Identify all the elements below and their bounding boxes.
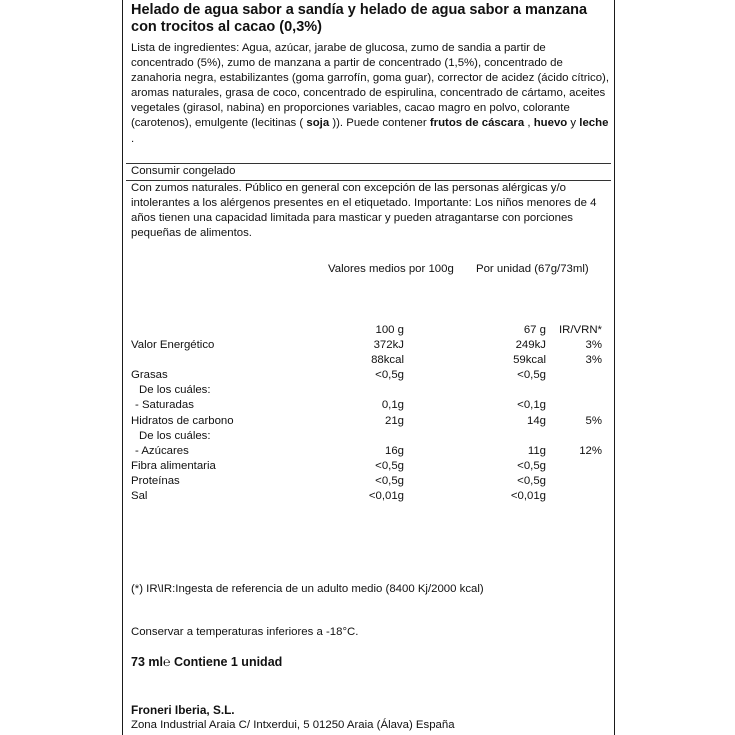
row-rvn: 12% <box>579 444 602 457</box>
row-per100: <0,5g <box>375 369 404 382</box>
nutrition-row-hidratos <box>131 414 611 429</box>
public-note: Con zumos naturales. Público en general con excepción de las personas alérgicas y/o intolerantes a los alérgenos presentes en el etiquetado. Importante: Los niños menores de 4 años tienen una capacidad limitada para masticar y pueden atragantarse con porciones pequeñas de alimentos. <box>131 182 597 240</box>
row-label: Proteínas <box>131 474 180 487</box>
header-unit: 67 g <box>523 324 546 336</box>
header-rvn: IR/VRN* <box>558 324 602 336</box>
ingredients-text-3: , <box>524 117 534 130</box>
row-per100: <0,01g <box>368 490 404 503</box>
allergen-leche: leche <box>579 117 609 130</box>
row-unit: <0,5g <box>517 474 546 487</box>
nutrition-row-grasas <box>131 368 611 383</box>
row-label: - Azúcares <box>135 444 189 457</box>
row-per100: <0,5g <box>375 459 404 472</box>
nutrition-header-row <box>131 323 611 338</box>
col-header-perunit: Por unidad (67g/73ml) <box>476 263 589 275</box>
row-rvn: 3% <box>585 354 602 367</box>
ingredients-text-5: . <box>131 132 135 145</box>
ingredients-text-1: Lista de ingredientes: Agua, azúcar, jarabe de glucosa, zumo de sandia a partir de concentrado (5%), zumo de manzana a partir de concentrado (1,5%), concentrado de zanahoria negra, estabilizantes (goma garrofín, goma guar), corrector de acidez (ácido cítrico), aromas naturales, grasa de coco, concentrado de espirulina, concentrado de cártamo, aceites vegetales (girasol, nabina) en proporciones variables, cacao magro en polvo, colorante (carotenos), emulgente (lecitinas ( <box>131 42 610 130</box>
nutrition-row-energy-kcal <box>131 353 611 368</box>
row-per100: 16g <box>384 444 404 457</box>
row-label: Fibra alimentaria <box>131 459 216 472</box>
row-rvn: 3% <box>585 339 602 352</box>
nutrition-row-energy-kj <box>131 338 611 353</box>
consumir-congelado: Consumir congelado <box>131 165 236 177</box>
row-unit: 11g <box>527 444 546 457</box>
nutrition-row-de-los-cuales <box>131 383 611 398</box>
nutrition-row-de-los-cuales <box>131 429 611 444</box>
header-per100: 100 g <box>375 324 404 336</box>
nutrition-row-sal <box>131 489 611 504</box>
row-per100: 0,1g <box>381 399 404 412</box>
row-per100: 88kcal <box>371 354 404 367</box>
row-label: - Saturadas <box>135 399 194 412</box>
row-unit: <0,5g <box>517 459 546 472</box>
row-label: Hidratos de carbono <box>131 414 234 427</box>
footnote: (*) IR\IR:Ingesta de referencia de un adulto medio (8400 Kj/2000 kcal) <box>131 583 484 595</box>
row-label: Sal <box>131 490 148 503</box>
nutrition-row-proteinas <box>131 474 611 489</box>
col-header-per100: Valores medios por 100g <box>328 263 454 275</box>
row-rvn: 5% <box>585 414 602 427</box>
nutrition-row-saturadas <box>131 398 611 413</box>
row-unit: <0,5g <box>517 369 546 382</box>
nutrition-row-fibra <box>131 459 611 474</box>
row-unit: <0,01g <box>510 490 546 503</box>
company-name: Froneri Iberia, S.L. <box>131 703 235 717</box>
allergen-soja: soja <box>306 117 330 130</box>
ingredients-text-2: )). Puede contener <box>329 117 430 130</box>
row-label: Valor Energético <box>131 339 215 352</box>
nutrition-row-azucares <box>131 444 611 459</box>
nutrition-table <box>131 323 611 504</box>
row-unit: 14g <box>526 414 546 427</box>
ingredients-list <box>131 41 611 147</box>
row-unit: <0,1g <box>517 399 546 412</box>
row-per100: 21g <box>384 414 404 427</box>
row-label: Grasas <box>131 369 168 382</box>
row-per100: 372kJ <box>373 339 404 352</box>
allergen-frutos-cascara: frutos de cáscara <box>429 117 525 130</box>
ingredients-text-4: y <box>567 117 580 130</box>
row-label: De los cuáles: <box>139 384 211 397</box>
product-title: Helado de agua sabor a sandía y helado de agua sabor a manzana con trocitos al cacao (0,3%) <box>131 2 588 35</box>
storage-instructions: Conservar a temperaturas inferiores a -18°C. <box>131 626 359 638</box>
allergen-huevo: huevo <box>533 117 568 130</box>
row-unit: 249kJ <box>515 339 546 352</box>
row-per100: <0,5g <box>375 474 404 487</box>
row-label: De los cuáles: <box>139 429 211 442</box>
net-quantity: 73 ml℮ Contiene 1 unidad <box>131 655 283 669</box>
company-address: Zona Industrial Araia C/ Intxerdui, 5 01250 Araia (Álava) España <box>131 719 455 731</box>
row-unit: 59kcal <box>513 354 546 367</box>
